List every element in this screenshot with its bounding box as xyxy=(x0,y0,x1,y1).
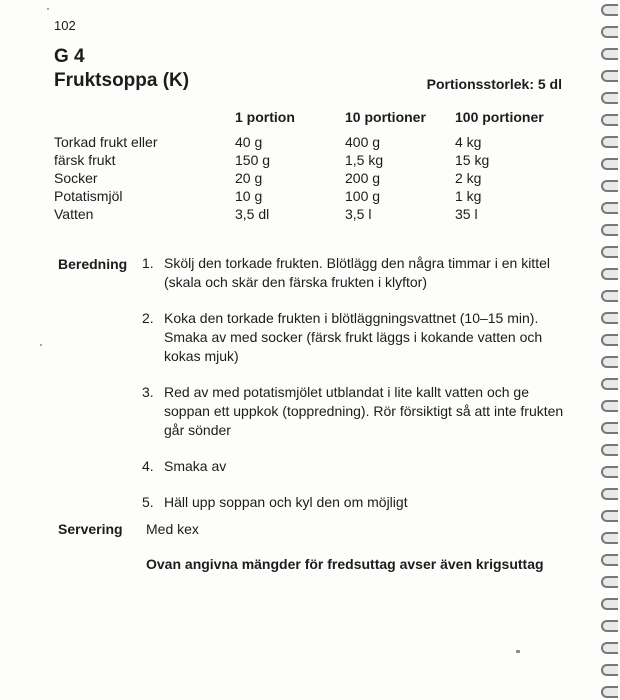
binding-ring xyxy=(601,268,618,280)
ingredient-row xyxy=(54,133,565,151)
recipe-title: Fruktsoppa (K) xyxy=(54,70,190,91)
binding-ring xyxy=(601,4,618,16)
binding-ring xyxy=(601,334,618,346)
binding-ring xyxy=(601,466,618,478)
preparation-label: Beredning xyxy=(58,256,128,272)
binding-ring xyxy=(601,598,618,610)
ingredient-column-header xyxy=(54,108,235,133)
ingredient-name: färsk frukt xyxy=(54,152,116,168)
binding-ring xyxy=(601,686,618,698)
binding-ring xyxy=(601,158,618,170)
ingredient-name: Torkad frukt eller xyxy=(54,134,158,150)
binding-ring xyxy=(601,664,618,676)
step-text: Smaka av xyxy=(164,458,227,474)
speck-mark xyxy=(40,344,42,346)
binding-ring xyxy=(601,444,618,456)
binding-ring xyxy=(601,356,618,368)
binding-rings xyxy=(594,0,620,700)
step-text: Häll upp soppan och kyl den om möjligt xyxy=(164,494,408,510)
hundred-portions-header: 100 portioner xyxy=(455,109,544,125)
amount-1-portion: 150 g xyxy=(235,152,271,168)
recipe-code: G 4 xyxy=(54,46,85,67)
ten-portions-header: 10 portioner xyxy=(345,109,426,125)
binding-ring xyxy=(601,48,618,60)
ingredients-header-row xyxy=(54,108,565,133)
amount-100-portions: 4 kg xyxy=(455,134,482,150)
binding-ring xyxy=(601,136,618,148)
step-number: 3. xyxy=(142,384,154,400)
amount-10-portions: 1,5 kg xyxy=(345,152,384,168)
footnote: Ovan angivna mängder för fredsuttag avser även krigsuttag xyxy=(146,556,544,572)
binding-ring xyxy=(601,642,618,654)
speck-mark xyxy=(47,8,49,10)
binding-ring xyxy=(601,114,618,126)
step-text: Koka den torkade frukten i blötläggningsvattnet (10–15 min). Smaka av med socker (färsk frukt läggs i kokande vatten och kokas mjuk) xyxy=(164,310,543,364)
binding-ring xyxy=(601,312,618,324)
serving-label: Servering xyxy=(58,521,123,537)
page-number: 102 xyxy=(54,18,76,33)
amount-1-portion: 40 g xyxy=(235,134,263,150)
binding-ring xyxy=(601,488,618,500)
binding-ring xyxy=(601,92,618,104)
binding-ring xyxy=(601,180,618,192)
step-number: 5. xyxy=(142,494,154,510)
amount-1-portion: 20 g xyxy=(235,170,263,186)
binding-ring xyxy=(601,532,618,544)
binding-ring xyxy=(601,290,618,302)
amount-10-portions: 400 g xyxy=(345,134,381,150)
step-number: 4. xyxy=(142,458,154,474)
amount-100-portions: 1 kg xyxy=(455,188,482,204)
ingredient-name: Potatismjöl xyxy=(54,188,123,204)
ingredient-row xyxy=(54,151,565,169)
amount-100-portions: 35 l xyxy=(455,206,478,222)
ingredient-name: Socker xyxy=(54,170,98,186)
one-portion-header: 1 portion xyxy=(235,109,295,125)
serving-text: Med kex xyxy=(146,521,199,537)
step-item xyxy=(142,457,572,476)
binding-ring xyxy=(601,26,618,38)
amount-100-portions: 2 kg xyxy=(455,170,482,186)
amount-10-portions: 100 g xyxy=(345,188,381,204)
binding-ring xyxy=(601,224,618,236)
binding-ring xyxy=(601,554,618,566)
step-item xyxy=(142,309,572,366)
step-number: 2. xyxy=(142,310,154,326)
step-item xyxy=(142,493,572,512)
step-text: Red av med potatismjölet utblandat i lite kallt vatten och ge soppan ett uppkok (toppredning). Rör försiktigt så att inte frukten går sönder xyxy=(164,384,564,438)
step-item xyxy=(142,254,572,292)
binding-ring xyxy=(601,620,618,632)
portion-size: Portionsstorlek: 5 dl xyxy=(426,76,562,92)
ingredients-table xyxy=(54,108,565,223)
binding-ring xyxy=(601,202,618,214)
amount-1-portion: 3,5 dl xyxy=(235,206,270,222)
amount-1-portion: 10 g xyxy=(235,188,263,204)
amount-100-portions: 15 kg xyxy=(455,152,490,168)
amount-10-portions: 3,5 l xyxy=(345,206,372,222)
ingredient-row xyxy=(54,169,565,187)
step-item xyxy=(142,383,572,440)
binding-ring xyxy=(601,378,618,390)
binding-ring xyxy=(601,510,618,522)
binding-ring xyxy=(601,422,618,434)
binding-ring xyxy=(601,246,618,258)
binding-ring xyxy=(601,70,618,82)
ingredient-row xyxy=(54,205,565,223)
ingredient-name: Vatten xyxy=(54,206,94,222)
binding-ring xyxy=(601,400,618,412)
ingredient-row xyxy=(54,187,565,205)
preparation-steps xyxy=(142,254,572,529)
binding-ring xyxy=(601,576,618,588)
step-text: Skölj den torkade frukten. Blötlägg den några timmar i en kittel (skala och skär den färska frukten i klyftor) xyxy=(164,255,550,290)
step-number: 1. xyxy=(142,255,154,271)
amount-10-portions: 200 g xyxy=(345,170,381,186)
pencil-mark xyxy=(516,650,520,653)
